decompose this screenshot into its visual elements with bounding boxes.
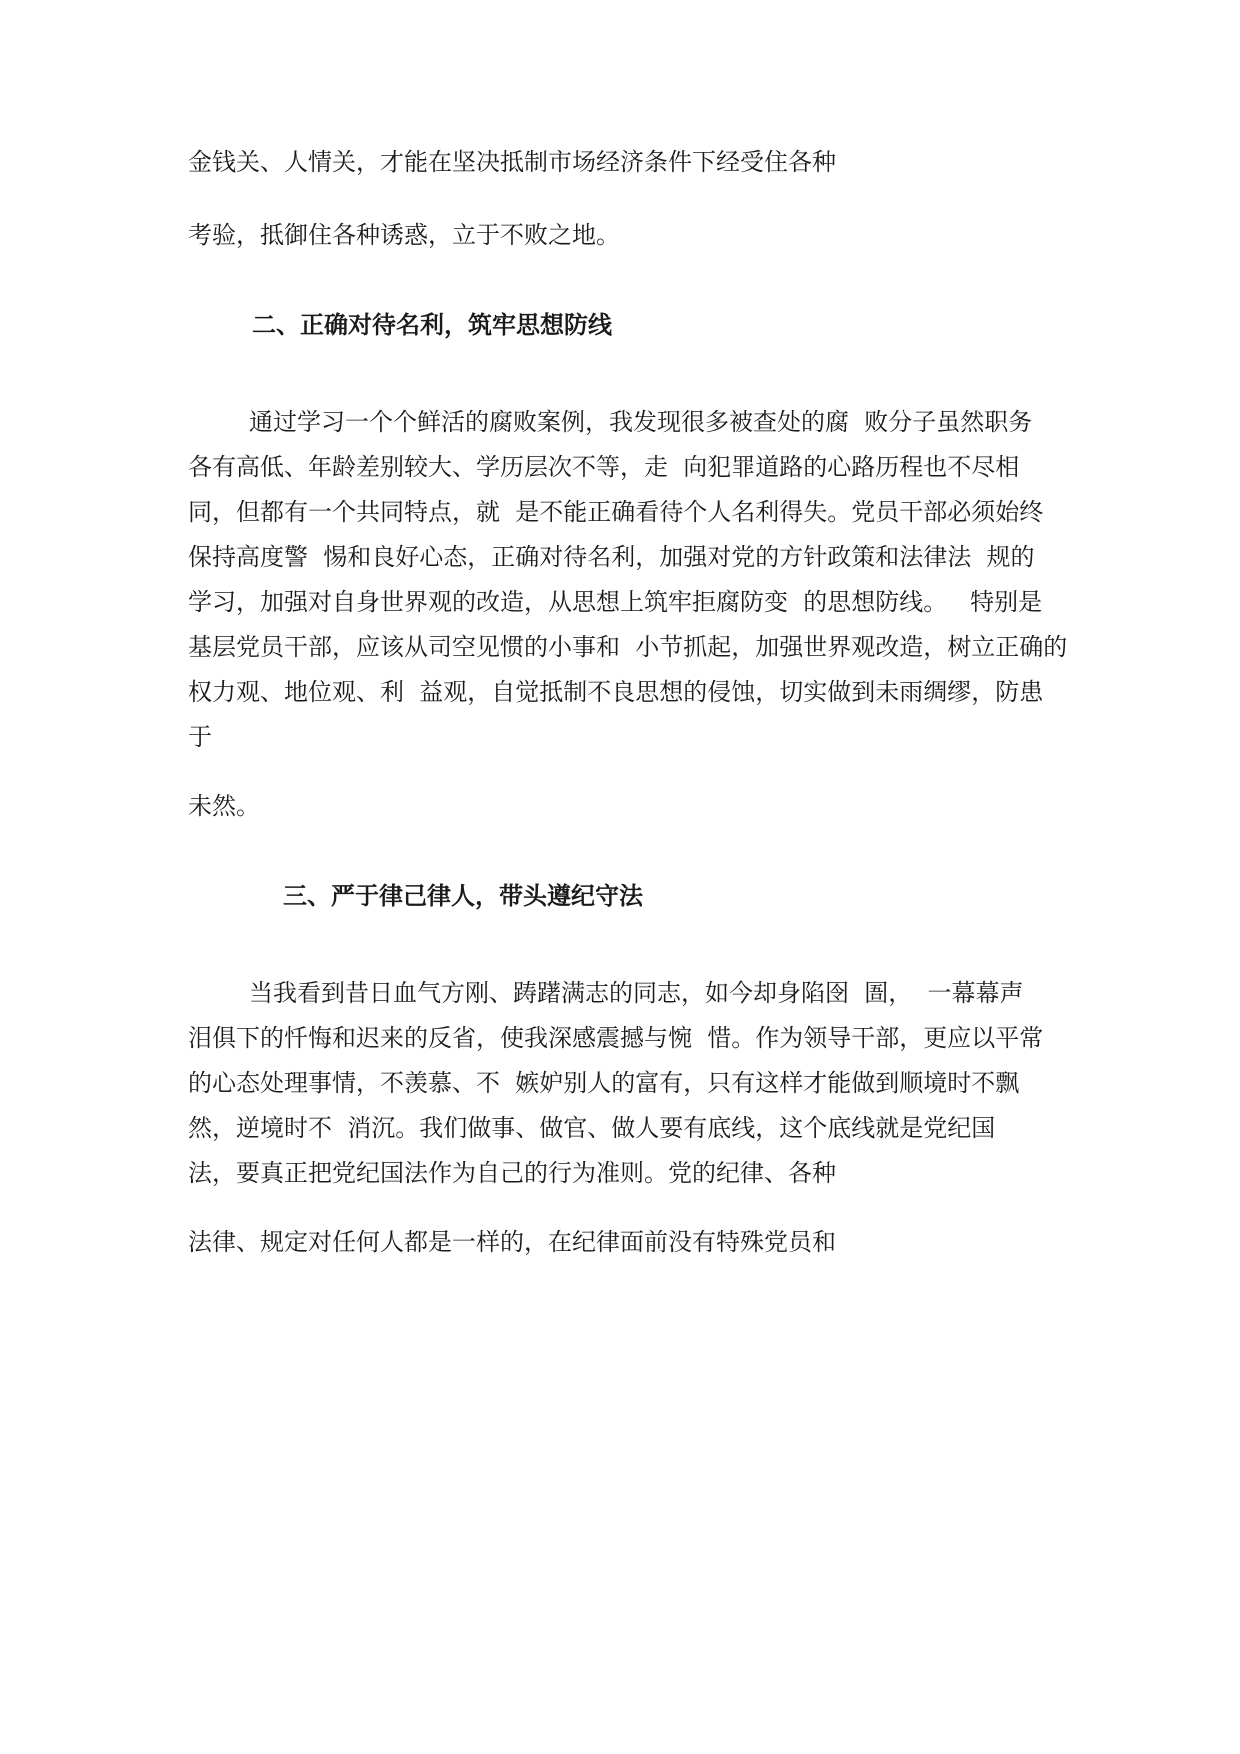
paragraph-line: 泪俱下的忏悔和迟来的反省，使我深感震撼与惋 惜。作为领导干部，更应以平常 <box>188 1024 1044 1052</box>
section-heading-2: 二、正确对待名利，筑牢思想防线 <box>252 311 612 339</box>
paragraph-line: 于 <box>188 723 212 751</box>
paragraph-line: 通过学习一个个鲜活的腐败案例，我发现很多被查处的腐 败分子虽然职务 <box>188 408 1033 436</box>
section-heading-3: 三、严于律己律人，带头遵纪守法 <box>283 882 643 910</box>
paragraph-line: 同，但都有一个共同特点，就 是不能正确看待个人名利得失。党员干部必须始终 <box>188 498 1044 526</box>
paragraph-line: 权力观、地位观、利 益观，自觉抵制不良思想的侵蚀，切实做到未雨绸缪，防患 <box>188 678 1044 706</box>
paragraph-line: 考验，抵御住各种诱惑，立于不败之地。 <box>188 221 620 249</box>
paragraph-line: 金钱关、人情关，才能在坚决抵制市场经济条件下经受住各种 <box>188 148 836 176</box>
paragraph-line: 的心态处理事情，不羡慕、不 嫉妒别人的富有，只有这样才能做到顺境时不飘 <box>188 1069 1020 1097</box>
paragraph-line: 当我看到昔日血气方刚、踌躇满志的同志，如今却身陷囹 圄， 一幕幕声 <box>188 979 1024 1007</box>
paragraph-line: 各有高低、年龄差别较大、学历层次不等，走 向犯罪道路的心路历程也不尽相 <box>188 453 1020 481</box>
paragraph-line: 法，要真正把党纪国法作为自己的行为准则。党的纪律、各种 <box>188 1159 836 1187</box>
paragraph-line: 学习，加强对自身世界观的改造，从思想上筑牢拒腐防变 的思想防线。 特别是 <box>188 588 1043 616</box>
paragraph-line: 基层党员干部，应该从司空见惯的小事和 小节抓起，加强世界观改造，树立正确的 <box>188 633 1068 661</box>
paragraph-line: 未然。 <box>188 792 260 820</box>
paragraph-line: 然，逆境时不 消沉。我们做事、做官、做人要有底线，这个底线就是党纪国 <box>188 1114 996 1142</box>
paragraph-line: 法律、规定对任何人都是一样的，在纪律面前没有特殊党员和 <box>188 1228 836 1256</box>
paragraph-line: 保持高度警 惕和良好心态，正确对待名利，加强对党的方针政策和法律法 规的 <box>188 543 1035 571</box>
